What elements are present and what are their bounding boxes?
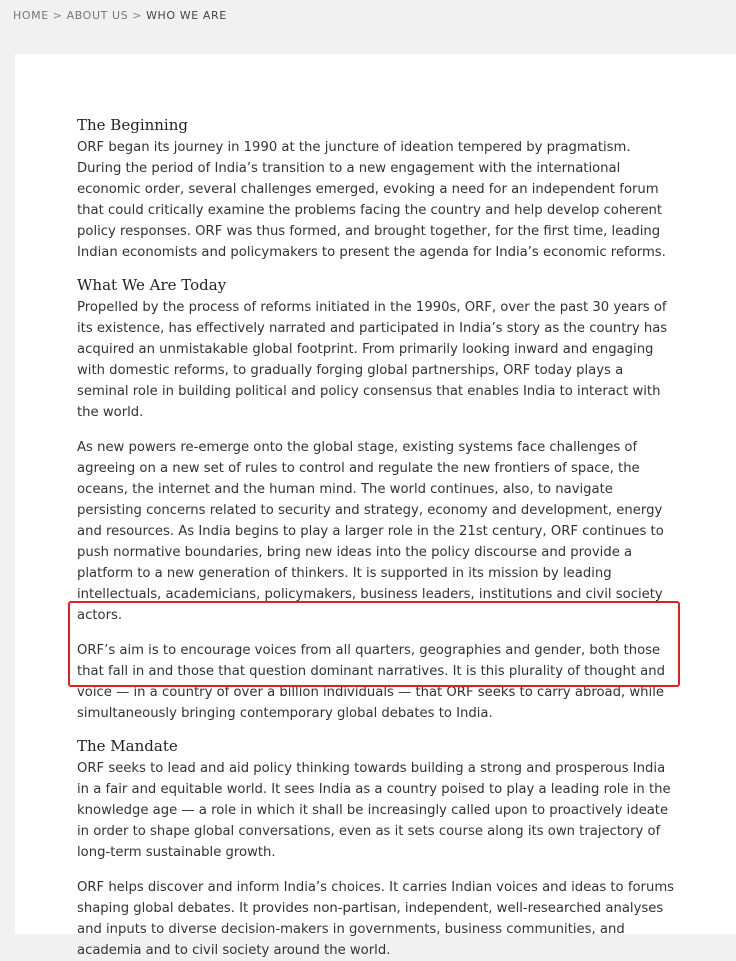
today-paragraph-3: ORF’s aim is to encourage voices from all quarters, geographies and gender, both those that fall in and those that question dominant narratives. It is this plurality of thought and voice — in a country of over a billion individuals — that ORF seeks to carry abroad, while simultaneously bringing contemporary global debates to India. [77, 643, 665, 721]
breadcrumb-home-link[interactable]: HOME [13, 9, 49, 22]
content-card [15, 54, 736, 958]
breadcrumb-separator: > [132, 9, 143, 22]
section-heading-beginning: The Beginning [77, 116, 188, 134]
article-body [77, 114, 677, 961]
breadcrumb-current: WHO WE ARE [146, 9, 227, 22]
section-heading-mandate: The Mandate [77, 737, 178, 755]
today-paragraph-2: As new powers re-emerge onto the global stage, existing systems face challenges of agreeing on a new set of rules to control and regulate the new frontiers of space, the oceans, the internet and the human mind. The world continues, also, to navigate persisting concerns related to security and strategy, economy and development, energy and resources. As India begins to play a larger role in the 21st century, ORF continues to push normative boundaries, bring new ideas into the policy discourse and provide a platform to a new generation of thinkers. It is supported in its mission by leading intellectuals, academicians, policymakers, business leaders, institutions and civil society actors. [77, 440, 664, 623]
breadcrumb [13, 9, 227, 22]
beginning-paragraph: ORF began its journey in 1990 at the juncture of ideation tempered by pragmatism. During the period of India’s transition to a new engagement with the international economic order, several challenges emerged, evoking a need for an independent forum that could critically examine the problems facing the country and help develop coherent policy responses. ORF was thus formed, and brought together, for the first time, leading Indian economists and policymakers to present the agenda for India’s economic reforms. [77, 140, 666, 260]
today-paragraph-1: Propelled by the process of reforms initiated in the 1990s, ORF, over the past 30 years of its existence, has effectively narrated and participated in India’s story as the country has acquired an unmistakable global footprint. From primarily looking inward and engaging with domestic reforms, to gradually forging global partnerships, ORF today plays a seminal role in building political and policy consensus that enables India to interact with the world. [77, 300, 668, 420]
mandate-paragraph-2: ORF helps discover and inform India’s choices. It carries Indian voices and ideas to forums shaping global debates. It provides non-partisan, independent, well-researched analyses and inputs to diverse decision-makers in governments, business communities, and academia and to civil society around the world. [77, 880, 675, 958]
breadcrumb-separator: > [52, 9, 63, 22]
breadcrumb-about-link[interactable]: ABOUT US [66, 9, 129, 22]
section-heading-today: What We Are Today [77, 276, 227, 294]
mandate-paragraph-1: ORF seeks to lead and aid policy thinking towards building a strong and prosperous India in a fair and equitable world. It sees India as a country poised to play a leading role in the knowledge age — a role in which it shall be increasingly called upon to proactively ideate in order to shape global conversations, even as it sets course along its own trajectory of long-term sustainable growth. [77, 761, 671, 860]
